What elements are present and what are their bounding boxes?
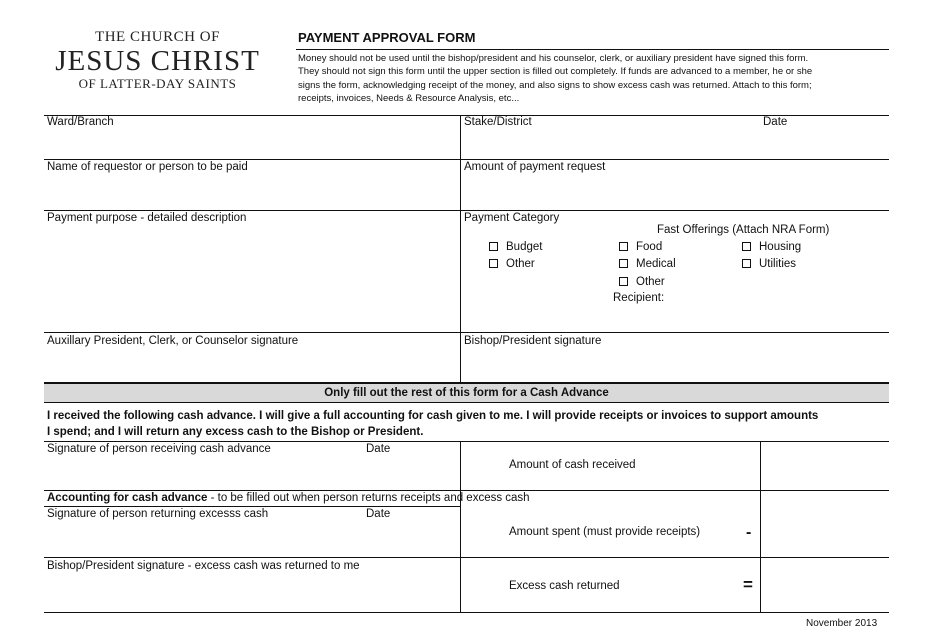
- intro-line-4: receipts, invoices, Needs & Resource Analysis, etc...: [298, 92, 520, 104]
- amount-request-label[interactable]: Amount of payment request: [464, 161, 606, 173]
- intro-line-1: Money should not be used until the bishop/president and his counselor, clerk, or auxiliary president have signed this form.: [298, 53, 809, 64]
- cash-statement: [47, 408, 818, 440]
- date-receiving-label[interactable]: Date: [366, 443, 391, 455]
- intro-text: [298, 52, 893, 105]
- checkbox-medical[interactable]: [619, 258, 676, 270]
- payment-category-label: Payment Category: [464, 212, 560, 224]
- rule-6: [44, 490, 889, 491]
- other-label: Other: [506, 258, 535, 270]
- amount-col-divider: [760, 441, 761, 612]
- checkbox-budget[interactable]: [489, 241, 542, 253]
- equals-sign: =: [743, 575, 753, 594]
- date-returning-label[interactable]: Date: [366, 508, 391, 520]
- fast-offerings-label: Fast Offerings (Attach NRA Form): [657, 224, 830, 236]
- medical-label: Medical: [636, 258, 676, 270]
- rule-2: [44, 159, 889, 160]
- utilities-label: Utilities: [759, 258, 797, 270]
- title-underline: [296, 49, 889, 50]
- amount-spent-label: Amount spent (must provide receipts): [509, 526, 701, 538]
- rule-bottom: [44, 612, 889, 613]
- church-logo: [40, 28, 275, 92]
- housing-label: Housing: [759, 241, 802, 253]
- other-fast-label: Other: [636, 276, 665, 288]
- logo-line-3: OF LATTER-DAY SAINTS: [78, 76, 237, 91]
- rule-7: [44, 506, 460, 507]
- bishop-signature-label[interactable]: Bishop/President signature: [464, 335, 602, 347]
- cash-statement-line-1: I received the following cash advance. I will give a full accounting for cash given to me. I will provide receipts or invoices to support amounts: [47, 410, 819, 422]
- checkbox-icon: [619, 242, 628, 251]
- minus-sign: -: [746, 524, 752, 541]
- checkbox-icon: [619, 277, 628, 286]
- ward-branch-label[interactable]: Ward/Branch: [47, 116, 114, 128]
- checkbox-utilities[interactable]: [742, 258, 796, 270]
- recipient-label[interactable]: Recipient:: [613, 292, 665, 304]
- rule-8: [44, 557, 889, 558]
- checkbox-housing[interactable]: [742, 241, 801, 253]
- cash-section-header: Only fill out the rest of this form for a Cash Advance: [324, 387, 609, 399]
- rule-4: [44, 332, 889, 333]
- checkbox-icon: [742, 242, 751, 251]
- accounting-bold: Accounting for cash advance: [47, 492, 208, 504]
- bishop-excess-label[interactable]: Bishop/President signature - excess cash was returned to me: [47, 560, 360, 572]
- checkbox-icon: [489, 259, 498, 268]
- checkbox-icon: [619, 259, 628, 268]
- purpose-label[interactable]: Payment purpose - detailed description: [47, 212, 247, 224]
- checkbox-other-category[interactable]: [489, 258, 535, 270]
- checkbox-food[interactable]: [619, 241, 662, 253]
- rule-3: [44, 210, 889, 211]
- intro-line-3: signs the form, acknowledging receipt of the money, and also signs to show excess cash was returned. Attach to this form;: [298, 79, 812, 91]
- excess-returned-label: Excess cash returned: [509, 580, 620, 592]
- accounting-label: [47, 492, 530, 504]
- revision-date: November 2013: [806, 618, 878, 629]
- aux-signature-label[interactable]: Auxillary President, Clerk, or Counselor signature: [47, 335, 299, 347]
- sig-receiving-label[interactable]: Signature of person receiving cash advance: [47, 443, 271, 455]
- amount-received-label: Amount of cash received: [509, 459, 636, 471]
- stake-district-label[interactable]: Stake/District: [464, 116, 532, 128]
- checkbox-icon: [489, 242, 498, 251]
- logo-line-2: JESUS CHRIST: [55, 45, 260, 77]
- requestor-label[interactable]: Name of requestor or person to be paid: [47, 161, 248, 173]
- budget-label: Budget: [506, 241, 543, 253]
- col-divider-top: [460, 115, 461, 382]
- logo-line-1: THE CHURCH OF: [95, 29, 220, 45]
- cash-statement-line-2: I spend; and I will return any excess cash to the Bishop or President.: [47, 426, 424, 438]
- accounting-rest: - to be filled out when person returns receipts and excess cash: [207, 492, 530, 504]
- date-label[interactable]: Date: [763, 116, 788, 128]
- sig-returning-label[interactable]: Signature of person returning excesss cash: [47, 508, 269, 520]
- checkbox-other-fast[interactable]: [619, 276, 665, 288]
- food-label: Food: [636, 241, 663, 253]
- form-title: PAYMENT APPROVAL FORM: [298, 30, 476, 45]
- col-divider-cash: [460, 441, 461, 612]
- intro-line-2: They should not sign this form until the upper section is filled out completely. If funds are advanced to a member, he or she: [298, 66, 813, 78]
- rule-5: [44, 441, 889, 442]
- checkbox-icon: [742, 259, 751, 268]
